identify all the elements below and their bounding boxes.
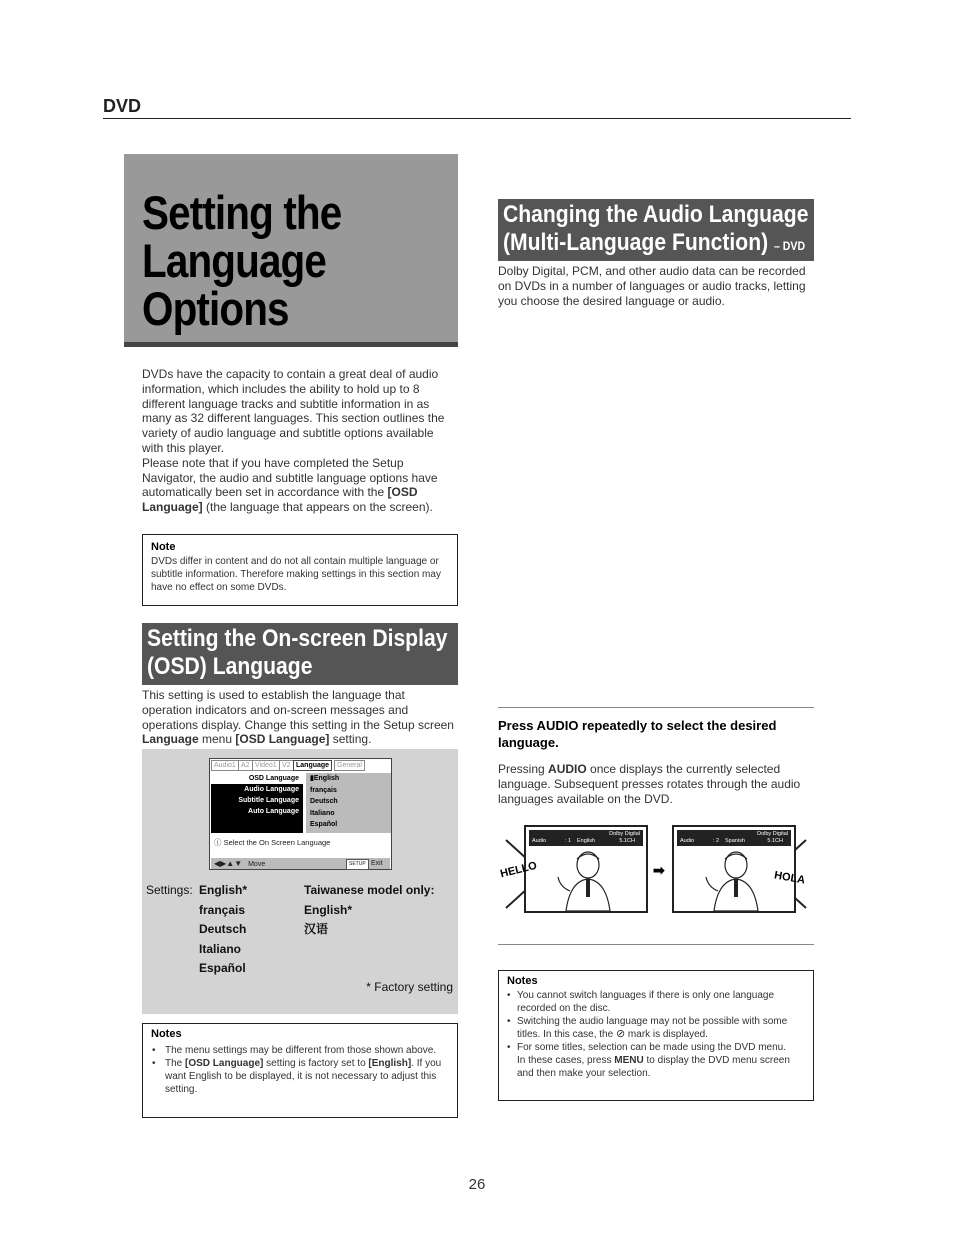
- audio-note-3: • For some titles, selection can be made using the DVD menu. In these cases, press MENU to display the DVD menu screen and then make your selection.: [507, 1041, 805, 1080]
- option-francais[interactable]: français: [310, 786, 337, 794]
- setup-help: ⓘ Select the On Screen Language: [214, 838, 331, 847]
- press-audio-detail: Pressing AUDIO once displays the currently selected language. Subsequent presses rotates through the audio languages available on the DVD.: [498, 762, 801, 806]
- title-underbar: [124, 342, 458, 347]
- audio-note-1: • You cannot switch languages if there is only one language recorded on the disc.: [507, 989, 805, 1015]
- move-label: Move: [248, 861, 266, 868]
- osd-note-2: • The [OSD Language] setting is factory set to [English]. If you want English to be displayed, it is not necessary to adjust this setting.: [152, 1057, 449, 1096]
- audio-section-heading: Changing the Audio Language (Multi-Language Function) – DVD: [498, 199, 814, 261]
- intro-paragraph-2: Please note that if you have completed the Setup Navigator, the audio and subtitle language options have automatically been set in accordance with the [OSD Language] (the language that appears on the screen).: [142, 455, 438, 515]
- osd-notes-box: [142, 1023, 458, 1118]
- header-rule: [103, 118, 851, 119]
- hello-word: HELLO: [499, 859, 539, 881]
- tab-v2[interactable]: V2: [279, 760, 294, 771]
- intro-text: [142, 367, 456, 515]
- setup-footer: [211, 858, 390, 869]
- menu-item-osd-language[interactable]: OSD Language: [211, 773, 303, 784]
- option-english[interactable]: ▮English: [310, 775, 340, 782]
- tab-language[interactable]: Language: [293, 760, 332, 771]
- speaker-figure-icon: [526, 847, 646, 911]
- setup-screen: [209, 758, 392, 870]
- divider-top: [498, 707, 814, 708]
- menu-item-subtitle-language[interactable]: Subtitle Language: [238, 797, 299, 804]
- osd-section-heading: Setting the On-screen Display (OSD) Language: [142, 623, 458, 685]
- osd-notes-title: Notes: [151, 1028, 182, 1040]
- tab-audio1[interactable]: Audio1: [211, 760, 239, 771]
- intro-paragraph-1: DVDs have the capacity to contain a great deal of audio information, which includes the ability to hold up to 8 different language tracks and subtitle information in as many as 32 different languages. This section outlines the variety of audio language and subtitle options available with this player.: [142, 367, 445, 455]
- audio-notes-title: Notes: [507, 975, 538, 987]
- main-title-block: [124, 154, 458, 342]
- osd-section-text: This setting is used to establish the language that operation indicators and on-screen messages and operations display. Change this setting in the Setup screen Language menu [OSD Language] setting.: [142, 688, 454, 747]
- option-espanol[interactable]: Español: [310, 821, 338, 828]
- audio-section-text: Dolby Digital, PCM, and other audio data can be recorded on DVDs in a number of languages or audio tracks, letting you choose the desired language or audio.: [498, 264, 806, 308]
- divider-bottom: [498, 944, 814, 945]
- tab-general[interactable]: General: [334, 760, 365, 771]
- press-audio-instruction: Press AUDIO repeatedly to select the desired language.: [498, 718, 777, 750]
- tv-screen-english: Audio : 1 English Dolby Digital 5.1CH: [524, 825, 648, 913]
- setup-menu-items: [211, 773, 303, 833]
- main-title: Setting the Language Options: [142, 186, 342, 335]
- menu-item-auto-language[interactable]: Auto Language: [248, 808, 299, 815]
- factory-setting-note: * Factory setting: [366, 980, 453, 994]
- tab-video1[interactable]: Video1: [252, 760, 280, 771]
- audio-switch-illustration: [498, 822, 814, 914]
- note-title: Note: [151, 541, 176, 553]
- section-label: DVD: [103, 96, 142, 116]
- arrow-right-icon: ➡: [653, 862, 665, 878]
- tv-screen-spanish: Audio : 2 Spanish Dolby Digital 5.1CH: [672, 825, 796, 913]
- exit-label: Exit: [371, 860, 383, 867]
- setup-tabs: [210, 759, 393, 772]
- audio-notes-box: [498, 970, 814, 1101]
- option-italiano[interactable]: Italiano: [310, 809, 335, 817]
- setup-key: SETUP: [346, 859, 369, 870]
- taiwan-settings: Taiwanese model only: English* 汉语: [304, 883, 435, 936]
- tab-a2[interactable]: A2: [238, 760, 253, 771]
- arrow-keys-icon: ◀▶▲▼: [214, 859, 243, 868]
- info-icon: ⓘ: [214, 838, 222, 847]
- settings-label: Settings:: [146, 883, 193, 897]
- note-text: DVDs differ in content and do not all contain multiple language or subtitle information. Therefore making settings in this section may have no effect on some DVDs.: [151, 556, 441, 593]
- osd-note-1: • The menu settings may be different from those shown above.: [152, 1044, 449, 1057]
- page-number: 26: [468, 1176, 486, 1193]
- menu-item-audio-language[interactable]: Audio Language: [244, 786, 299, 793]
- hola-word: HOLA: [773, 869, 806, 887]
- prohibited-mark-icon: ⊘: [615, 1028, 626, 1040]
- option-deutsch[interactable]: Deutsch: [310, 798, 338, 805]
- audio-note-2: • Switching the audio language may not be possible with some titles. In this case, the ⊘ mark is displayed.: [507, 1015, 805, 1041]
- settings-list: English* français Deutsch Italiano Español: [199, 883, 248, 975]
- setup-menu-options: [306, 773, 391, 833]
- note-box: [142, 534, 458, 606]
